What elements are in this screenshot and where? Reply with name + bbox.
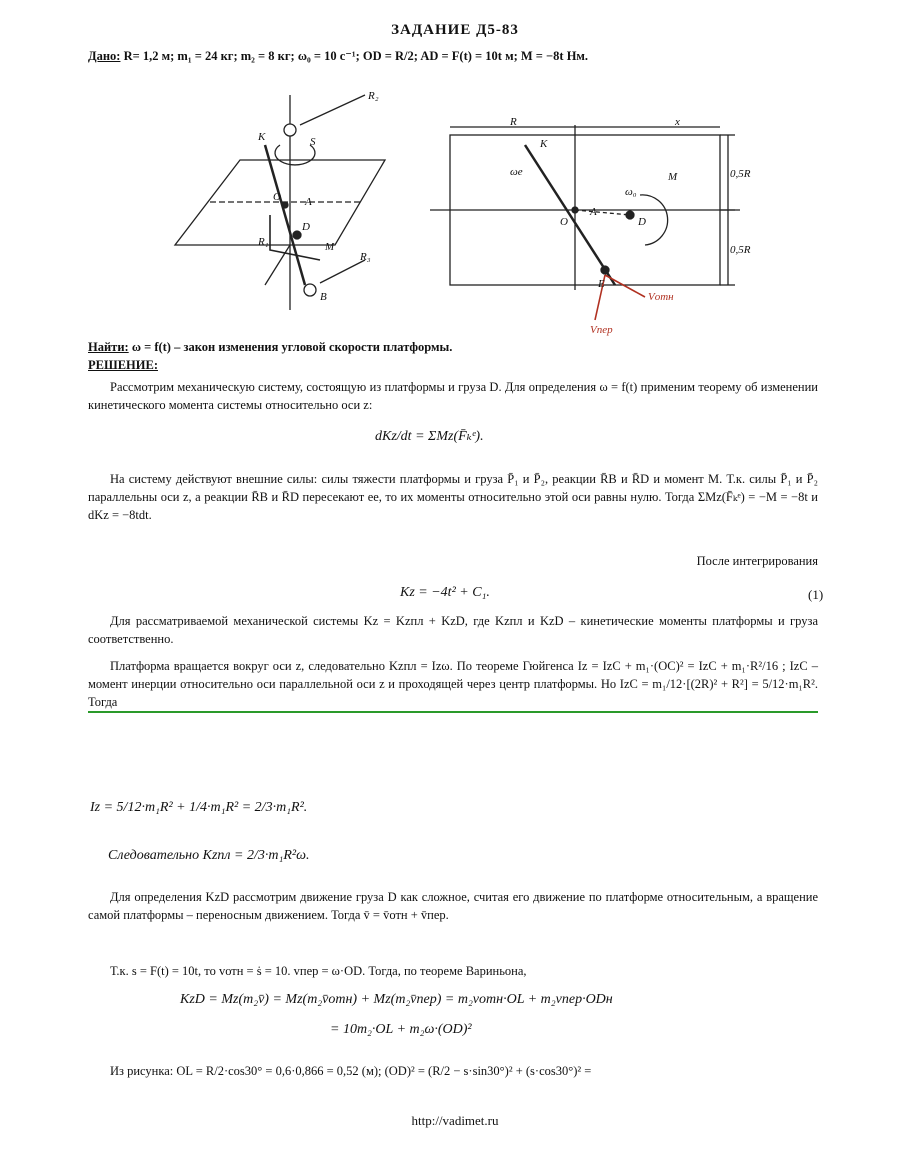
paragraph: Рассмотрим механическую систему, состоящую из платформы и груза D. Для определения ω = f(t) применим теорему об изменении кинетического момента системы относительно оси z: bbox=[88, 380, 818, 412]
given-line bbox=[88, 48, 888, 64]
given-label: Дано: bbox=[88, 49, 121, 63]
equation: Следовательно Kzпл = 2/3·m₁R²ω. bbox=[108, 848, 310, 863]
left-fig-label: O bbox=[273, 191, 281, 203]
left-fig-label: S bbox=[310, 136, 316, 148]
right-fig-label: R bbox=[510, 116, 517, 128]
equation: KzD = Mz(m₂v̄) = Mz(m₂v̄отн) + Mz(m₂v̄пер) = m₂vотн·OL + m₂vпер·ODн bbox=[180, 992, 613, 1007]
right-fig-label: D bbox=[638, 216, 646, 228]
left-fig-label: K bbox=[258, 131, 266, 143]
task-title: ЗАДАНИЕ Д5-83 bbox=[391, 22, 519, 38]
right-fig-label: ωe bbox=[510, 166, 523, 178]
left-fig-label: B bbox=[320, 291, 327, 303]
left-fig-label: A bbox=[305, 196, 312, 208]
right-fig-label: ω₀ bbox=[625, 186, 637, 198]
right-fig-label: Vотн bbox=[648, 291, 674, 303]
left-fig-label: D bbox=[302, 221, 310, 233]
right-fig-label: O bbox=[560, 216, 568, 228]
right-fig-label: A bbox=[590, 206, 597, 218]
right-fig-label: Vпер bbox=[590, 324, 613, 336]
equation: Kz = −4t² + C₁. bbox=[400, 585, 490, 600]
paragraph: На систему действуют внешние силы: силы тяжести платформы и груза P̄₁ и P̄₂, реакции R̄B и R̄D и момент M. Т.к. силы P̄₁ и P̄₂ параллельны оси z, а реакции R̄B и R̄D пересекают ее, то их моменты относительно этой оси равны нулю. Тогда ΣMz(F̄ₖᵉ) = −M = −8t и dKz = −8tdt. bbox=[88, 472, 818, 522]
paragraph: Т.к. s = F(t) = 10t, то vотн = ṡ = 10. vпер = ω·OD. Тогда, по теореме Вариньона, bbox=[110, 964, 527, 978]
find-text: ω = f(t) – закон изменения угловой скорости платформы. bbox=[131, 340, 453, 354]
equation-number: (1) bbox=[808, 587, 824, 602]
platform-top-view-figure bbox=[430, 115, 780, 345]
equation: dKz/dt = ΣMz(F̄ₖᵉ). bbox=[375, 429, 484, 444]
left-fig-label: R₁ bbox=[258, 236, 269, 248]
left-fig-label: M bbox=[325, 241, 335, 253]
paragraph: После интегрирования bbox=[696, 554, 818, 568]
footer-url: http://vadimet.ru bbox=[411, 1113, 499, 1128]
paragraph: Для рассматриваемой механической системы Kz = Kzпл + KzD, где Kzпл и KzD – кинетические моменты платформы и груза соответственно. bbox=[88, 614, 818, 646]
paragraph: Из рисунка: OL = R/2·cos30° = 0,6·0,866 = 0,52 (м); (OD)² = (R/2 − s·sin30°)² + (s·cos30°)² = bbox=[110, 1064, 592, 1078]
right-fig-label: K bbox=[540, 138, 548, 150]
find-label: Найти: bbox=[88, 340, 129, 354]
paragraph: Для определения KzD рассмотрим движение груза D как сложное, считая его движение по платформе относительным, а вращение самой платформы – переносным движением. Тогда v̄ = v̄отн + v̄пер. bbox=[88, 890, 818, 922]
equation: Iz = 5/12·m₁R² + 1/4·m₁R² = 2/3·m₁R². bbox=[90, 800, 308, 815]
right-fig-label: x bbox=[675, 116, 680, 128]
solution-label: РЕШЕНИЕ: bbox=[88, 358, 158, 372]
right-fig-label: 0,5R bbox=[730, 244, 751, 256]
right-fig-label: 0,5R bbox=[730, 168, 751, 180]
left-fig-label: R₃ bbox=[360, 251, 371, 263]
paragraph-highlighted: Платформа вращается вокруг оси z, следовательно Kzпл = Izω. По теореме Гюйгенса Iz = IzC + m₁·(OC)² = IzC + m₁·R²/16 ; IzC – момент инерции относительно оси параллельной оси z и проходящей через центр платформы. Но IzC = m₁/12·[(2R)² + R²] = 5/12·m₁R². Тогда bbox=[88, 657, 818, 713]
left-fig-label: R₂ bbox=[368, 90, 379, 102]
given-text: R= 1,2 м; m₁ = 24 кг; m₂ = 8 кг; ω₀ = 10 с⁻¹; OD = R/2; AD = F(t) = 10t м; M = −8t Нм. bbox=[123, 49, 589, 63]
find-line bbox=[88, 340, 910, 355]
right-fig-label: E bbox=[598, 278, 605, 290]
right-fig-label: M bbox=[668, 171, 678, 183]
equation: = 10m₂·OL + m₂ω·(OD)² bbox=[330, 1022, 472, 1037]
platform-perspective-figure bbox=[170, 85, 400, 315]
